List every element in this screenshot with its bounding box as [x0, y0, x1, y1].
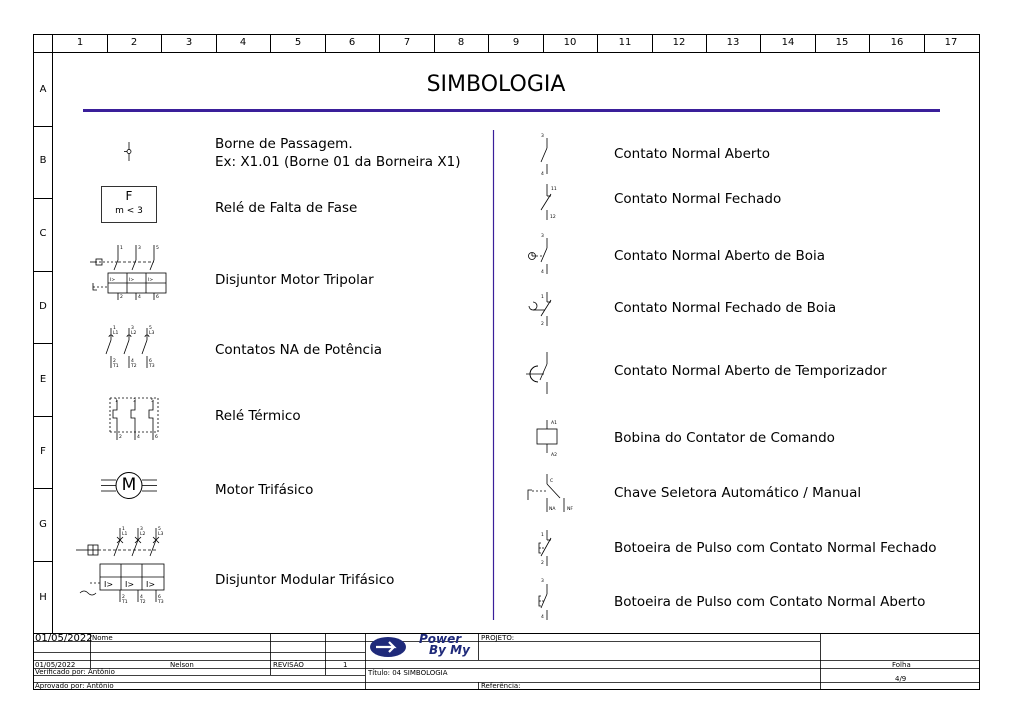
label-nc-contact: Contato Normal Fechado [614, 191, 782, 207]
row-letter-A: A [39, 84, 47, 95]
thermal-top-mark: 3 [133, 399, 136, 404]
dmt-top-mark: 1 [120, 246, 123, 251]
tb-titulo: Título: 04 SIMBOLOGIA [368, 669, 448, 677]
float-nc-contact-symbol [529, 292, 551, 326]
label-coil: Bobina do Contator de Comando [614, 430, 835, 446]
column-number-15: 15 [835, 37, 849, 48]
dmt-top-mark: 3 [138, 246, 141, 251]
tb-author: Nelson [170, 661, 194, 669]
column-number-5: 5 [294, 37, 302, 48]
dmt-trip-mark: I> [129, 278, 135, 283]
motor-letter: M [121, 475, 137, 495]
tb-revisao-value: 1 [343, 661, 348, 669]
row-letter-B: B [39, 155, 47, 166]
column-number-1: 1 [76, 37, 84, 48]
tb-date-small: 01/05/2022 [35, 661, 76, 669]
tb-date-main: 01/05/2022 [35, 633, 93, 644]
label-thermal-relay: Relé Térmico [215, 408, 301, 424]
power-top-mark: L3 [149, 331, 155, 336]
brand-logo [370, 637, 406, 657]
tb-verificado: Verificado por: Antônio [35, 668, 115, 676]
column-number-16: 16 [890, 37, 904, 48]
mdb-top-mark: L1 [122, 532, 128, 537]
mdb-top-mark: 5 [158, 527, 161, 532]
page-title: SIMBOLOGIA [426, 72, 566, 97]
terminal-symbol [124, 142, 131, 161]
selector-na-mark: NA [549, 507, 556, 512]
motor-breaker-symbol [90, 245, 166, 300]
column-number-4: 4 [239, 37, 247, 48]
selector-switch-symbol [528, 474, 564, 512]
tb-folha-label: Folha [892, 661, 911, 669]
dmt-trip-mark: I> [110, 278, 116, 283]
modular-breaker-symbol [76, 528, 164, 602]
tb-revisao-label: REVISÃO [273, 661, 304, 669]
timer-no-contact-symbol [526, 352, 547, 394]
label-float-nc: Contato Normal Fechado de Boia [614, 300, 837, 316]
mdb-bottom-mark: 4 [140, 595, 143, 600]
thermal-bottom-mark: 2 [119, 435, 122, 440]
tb-aprovado: Aprovado por: Antônio [35, 682, 114, 690]
float-nc-top-mark: 1 [541, 295, 544, 300]
label-motor-breaker: Disjuntor Motor Tripolar [215, 272, 374, 288]
no-top-mark: 3 [541, 134, 544, 139]
thermal-bottom-mark: 4 [137, 435, 140, 440]
power-bottom-mark: T3 [149, 364, 155, 369]
float-no-top-mark: 3 [541, 234, 544, 239]
tb-referencia: Referência: [481, 682, 521, 690]
tb-nome-label: Nome [92, 634, 113, 642]
dmt-trip-mark: I> [148, 278, 154, 283]
row-letter-C: C [39, 228, 47, 239]
mdb-bottom-mark: T3 [158, 600, 164, 605]
column-number-10: 10 [563, 37, 577, 48]
label-nc-pushbutton: Botoeira de Pulso com Contato Normal Fechado [614, 540, 937, 556]
thermal-top-mark: 1 [115, 399, 118, 404]
selector-c-mark: C [550, 479, 554, 484]
float-no-contact-symbol [529, 238, 548, 274]
row-letter-D: D [39, 301, 47, 312]
column-number-13: 13 [726, 37, 740, 48]
column-number-6: 6 [348, 37, 356, 48]
coil-a1-mark: A1 [551, 421, 557, 426]
ncpb-bottom-mark: 2 [541, 561, 544, 566]
power-top-mark: 5 [149, 326, 152, 331]
column-number-2: 2 [130, 37, 138, 48]
mdb-top-mark: L2 [140, 532, 146, 537]
mdb-top-mark: 3 [140, 527, 143, 532]
column-number-14: 14 [781, 37, 795, 48]
dmt-bottom-mark: 6 [156, 295, 159, 300]
phase-relay-condition: m < 3 [115, 206, 143, 216]
row-letter-G: G [39, 519, 47, 530]
column-number-9: 9 [512, 37, 520, 48]
column-number-7: 7 [403, 37, 411, 48]
mdb-bottom-mark: 6 [158, 595, 161, 600]
column-number-17: 17 [944, 37, 958, 48]
label-terminal: Borne de Passagem. Ex: X1.01 (Borne 01 da Borneira X1) [215, 136, 461, 170]
label-no-pushbutton: Botoeira de Pulso com Contato Normal Aberto [614, 594, 926, 610]
mdb-bottom-mark: T2 [140, 600, 146, 605]
label-phase-relay: Relé de Falta de Fase [215, 200, 358, 216]
mdb-top-mark: L3 [158, 532, 164, 537]
label-selector: Chave Seletora Automático / Manual [614, 485, 862, 501]
ncpb-top-mark: 1 [541, 533, 544, 538]
tb-logo-text: Power By My [419, 632, 470, 657]
mdb-trip-mark: I> [104, 580, 114, 589]
float-nc-bottom-mark: 2 [541, 322, 544, 327]
mdb-bottom-mark: 2 [122, 595, 125, 600]
row-letter-H: H [39, 592, 47, 603]
column-number-8: 8 [457, 37, 465, 48]
column-number-11: 11 [618, 37, 632, 48]
dmt-bottom-mark: 2 [120, 295, 123, 300]
dmt-top-mark: 5 [156, 246, 159, 251]
float-no-bottom-mark: 4 [541, 270, 544, 275]
power-top-mark: L2 [131, 331, 137, 336]
tb-projeto-label: PROJETO: [481, 634, 515, 642]
no-bottom-mark: 4 [541, 172, 544, 177]
row-letter-E: E [39, 374, 47, 385]
coil-a2-mark: A2 [551, 453, 557, 458]
label-no-contact: Contato Normal Aberto [614, 146, 771, 162]
label-motor: Motor Trifásico [215, 482, 314, 498]
nopb-bottom-mark: 4 [541, 615, 544, 620]
power-bottom-mark: T2 [131, 364, 137, 369]
no-contact-symbol [541, 138, 547, 174]
mdb-top-mark: 1 [122, 527, 125, 532]
thermal-bottom-mark: 6 [155, 435, 158, 440]
label-power-contacts: Contatos NA de Potência [215, 342, 382, 358]
label-float-no: Contato Normal Aberto de Boia [614, 248, 826, 264]
label-modular-breaker: Disjuntor Modular Trifásico [215, 572, 395, 588]
power-top-mark: L1 [113, 331, 119, 336]
mdb-bottom-mark: T1 [122, 600, 128, 605]
power-bottom-mark: 4 [131, 359, 134, 364]
row-letter-F: F [40, 446, 46, 457]
thermal-relay-symbol [110, 398, 158, 440]
tb-folha-value: 4/9 [895, 675, 907, 683]
phase-relay-letter: F [125, 189, 133, 203]
column-number-3: 3 [185, 37, 193, 48]
selector-nf-mark: NF [567, 507, 573, 512]
power-top-mark: 3 [131, 326, 134, 331]
mdb-trip-mark: I> [125, 580, 135, 589]
power-bottom-mark: 2 [113, 359, 116, 364]
column-number-12: 12 [672, 37, 686, 48]
label-timer-no: Contato Normal Aberto de Temporizador [614, 363, 887, 379]
mdb-trip-mark: I> [146, 580, 156, 589]
nc-top-mark: 11 [551, 187, 557, 192]
power-bottom-mark: T1 [113, 364, 119, 369]
power-bottom-mark: 6 [149, 359, 152, 364]
thermal-top-mark: 5 [151, 399, 154, 404]
nopb-top-mark: 3 [541, 579, 544, 584]
nc-bottom-mark: 12 [550, 215, 556, 220]
power-top-mark: 1 [113, 326, 116, 331]
dmt-bottom-mark: 4 [138, 295, 141, 300]
